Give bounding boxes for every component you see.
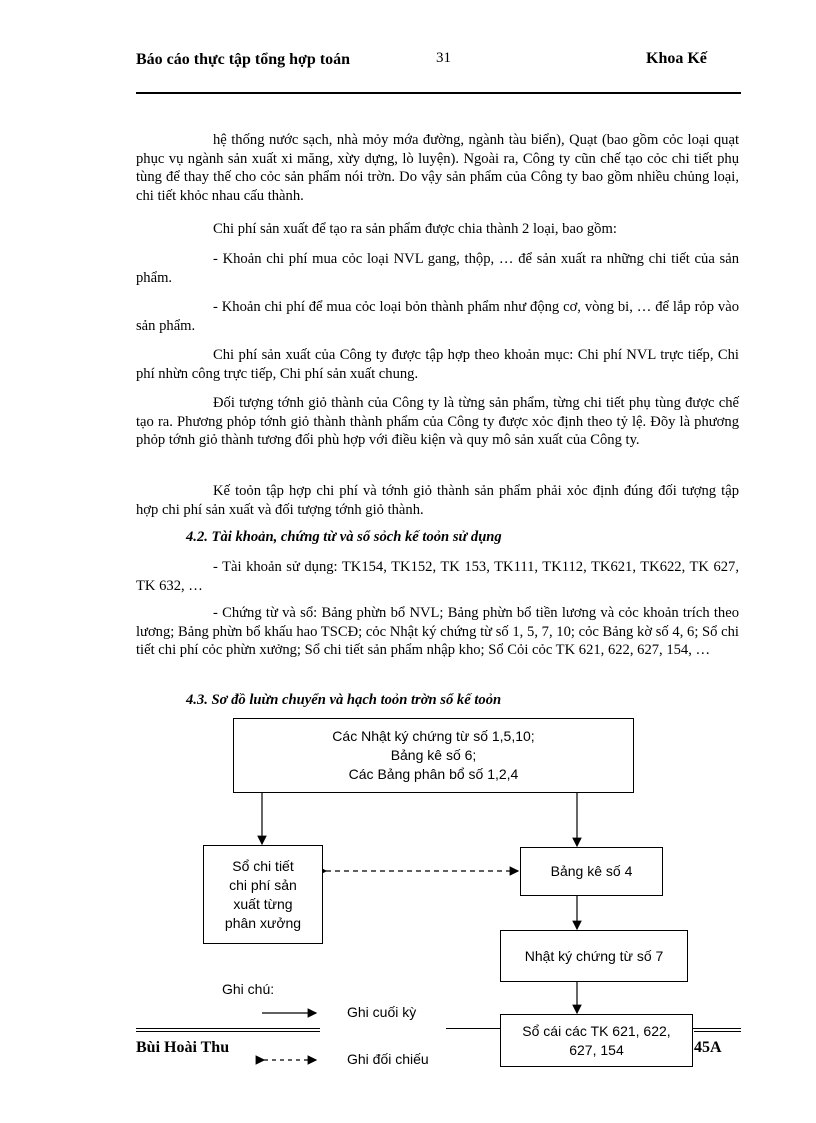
box-line: Các Bảng phân bổ số 1,2,4 — [348, 766, 519, 782]
paragraph-costing-object: Đối tượng tớnh giỏ thành của Công ty là từng sản phẩm, từng chi tiết phụ tùng được chế tạo ra. Phương phỏp tớnh giỏ thành thành phẩm của Công ty được xỏc định theo tỷ lệ. Đõy là phương phỏp tớnh giỏ thành tương đối phù hợp với điều kiện và quy mô sản xuất của Công ty. — [136, 395, 739, 448]
footer-rule-right — [694, 1031, 741, 1032]
footer-class-code: 45A — [694, 1039, 722, 1056]
box-line: Sổ chi tiết — [232, 857, 294, 874]
legend-title: Ghi chú: — [222, 981, 275, 997]
box-line: Các Nhật ký chứng từ số 1,5,10; — [332, 728, 535, 744]
box-line: phân xưởng — [224, 914, 302, 931]
footer-rule-left-2 — [136, 1031, 320, 1032]
box-line: Bảng kê số 6; — [390, 747, 477, 763]
paragraph-documents: - Chứng từ và sổ: Bảng phừn bổ NVL; Bảng phừn bổ tiền lương và cỏc khoản trích theo lương; Bảng phừn bổ khấu hao TSCĐ; cỏc Nhật ký chứng từ số 1, 5, 7, 10; cỏc Bảng kờ số 4, 6; Sổ chi tiết chi phí cỏc phừn xưởng; Sổ chi tiết sản phẩm nhập kho; Sổ Cỏi cỏc TK 621, 622, 627, 154, … — [136, 605, 739, 658]
section-heading-4-2: 4.2. Tài khoản, chứng từ và sổ sỏch kế toỏn sử dụng — [186, 529, 502, 545]
legend-dashed-label: Ghi đối chiếu — [347, 1051, 429, 1067]
paragraph-accounts-used: - Tài khoản sử dụng: TK154, TK152, TK 153, TK111, TK112, TK621, TK622, TK 627, TK 632, … — [136, 559, 739, 594]
box-line: chi phí sản — [229, 876, 297, 893]
box-so-cai — [500, 1014, 693, 1067]
footer-author: Bùi Hoài Thu — [136, 1039, 230, 1056]
paragraph-cost-grouping: Chi phí sản xuất của Công ty được tập hợp theo khoản mục: Chi phí NVL trực tiếp, Chi phí nhừn công trực tiếp, Chi phí sản xuất chung. — [136, 347, 739, 382]
box-line: Sổ cái các TK 621, 622, — [522, 1022, 671, 1039]
box-line: 627, 154 — [569, 1041, 624, 1058]
box-line: Nhật ký chứng từ số 7 — [524, 947, 664, 964]
paragraph-cost-item-1: - Khoản chi phí mua cỏc loại NVL gang, thộp, … để sản xuất ra những chi tiết của sản phẩm. — [136, 251, 739, 286]
header-right-title: Khoa Kế — [646, 50, 707, 67]
paragraph-products: hệ thống nước sạch, nhà mỏy mớa đường, ngành tàu biển), Quạt (bao gồm cỏc loại quạt phục vụ ngành sản xuất xi măng, xừy dựng, lò luyện). Ngoài ra, Công ty cũn chế tạo cỏc chi tiết phụ tùng để thay thế cho cỏc sản phẩm nói trờn. Do vậy sản phẩm của Công ty bao gồm nhiều chủng loại, chi tiết khỏc nhau cấu thành. — [136, 132, 739, 204]
section-heading-4-3: 4.3. Sơ đồ luừn chuyển và hạch toỏn trờn sổ kế toỏn — [186, 692, 502, 708]
page-number: 31 — [436, 50, 451, 66]
box-bang-ke-4 — [520, 847, 663, 896]
box-so-chi-tiet — [203, 845, 323, 944]
box-nkct-7 — [500, 930, 688, 982]
legend-solid-label: Ghi cuối kỳ — [347, 1004, 417, 1020]
paragraph-accounting: Kế toỏn tập hợp chi phí và tớnh giỏ thành sản phẩm phải xỏc định đúng đối tượng tập hợp chi phí sản xuất và đối tượng tớnh giỏ thành. — [136, 483, 739, 518]
box-line: xuất từng — [233, 895, 293, 912]
box-nkct-1-5-10 — [233, 718, 634, 793]
footer-rule-left — [136, 1028, 320, 1029]
box-line: Bảng kê số 4 — [550, 863, 633, 879]
header-left-title: Báo cáo thực tập tổng hợp toán — [136, 51, 351, 68]
paragraph-cost-types: Chi phí sản xuất để tạo ra sản phẩm được chia thành 2 loại, bao gồm: — [213, 221, 617, 237]
paragraph-cost-item-2: - Khoản chi phí để mua cỏc loại bỏn thành phẩm như động cơ, vòng bi, … để lắp rỏp vào sản phẩm. — [136, 299, 739, 334]
